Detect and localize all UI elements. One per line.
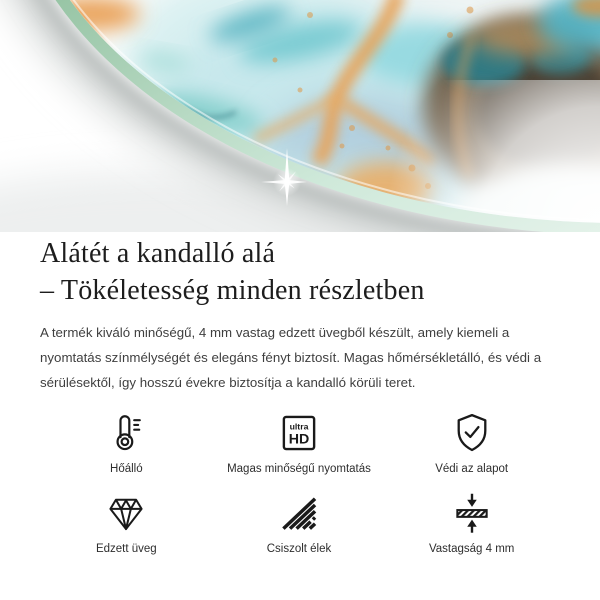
feature-label: Edzett üveg	[95, 543, 157, 555]
feature-label: Védi az alapot	[435, 463, 509, 475]
glass-mat-photo	[0, 0, 600, 232]
feature-polished-edges	[213, 490, 386, 555]
feature-label: Csiszolt élek	[266, 543, 332, 555]
title-line-1: Alátét a kandalló alá	[40, 238, 276, 269]
feature-label: Magas minőségű nyomtatás	[227, 463, 371, 475]
feature-tempered-glass	[40, 490, 213, 555]
product-image	[0, 0, 600, 232]
ultra-hd-icon	[277, 410, 321, 456]
feature-heat-resistant	[40, 410, 213, 475]
feature-label: Hőálló	[110, 463, 143, 475]
feature-protects-base	[385, 410, 558, 475]
thermometer-icon	[104, 410, 148, 456]
title-line-2: – Tökéletesség minden részletben	[40, 275, 425, 306]
page-title	[40, 235, 558, 309]
polished-edge-icon	[277, 490, 321, 536]
product-info-section	[0, 235, 600, 555]
thickness-icon	[450, 490, 494, 536]
feature-print-quality	[213, 410, 386, 475]
feature-label: Vastagság 4 mm	[428, 543, 515, 555]
ultra-hd-badge-bottom: HD	[288, 431, 310, 448]
product-description: A termék kiváló minőségű, 4 mm vastag edzett üvegből készült, amely kiemeli a nyomtatás színmélységét és elegáns fényt biztosít. Magas hőmérsékletálló, és védi a sérülésektől, így hosszú évekre biztosítja a kandalló körüli teret.	[40, 325, 542, 390]
shield-check-icon	[450, 410, 494, 456]
feature-thickness	[385, 490, 558, 555]
features-grid	[40, 410, 558, 555]
diamond-icon	[104, 490, 148, 536]
ultra-hd-badge-top: ultra	[289, 421, 309, 432]
